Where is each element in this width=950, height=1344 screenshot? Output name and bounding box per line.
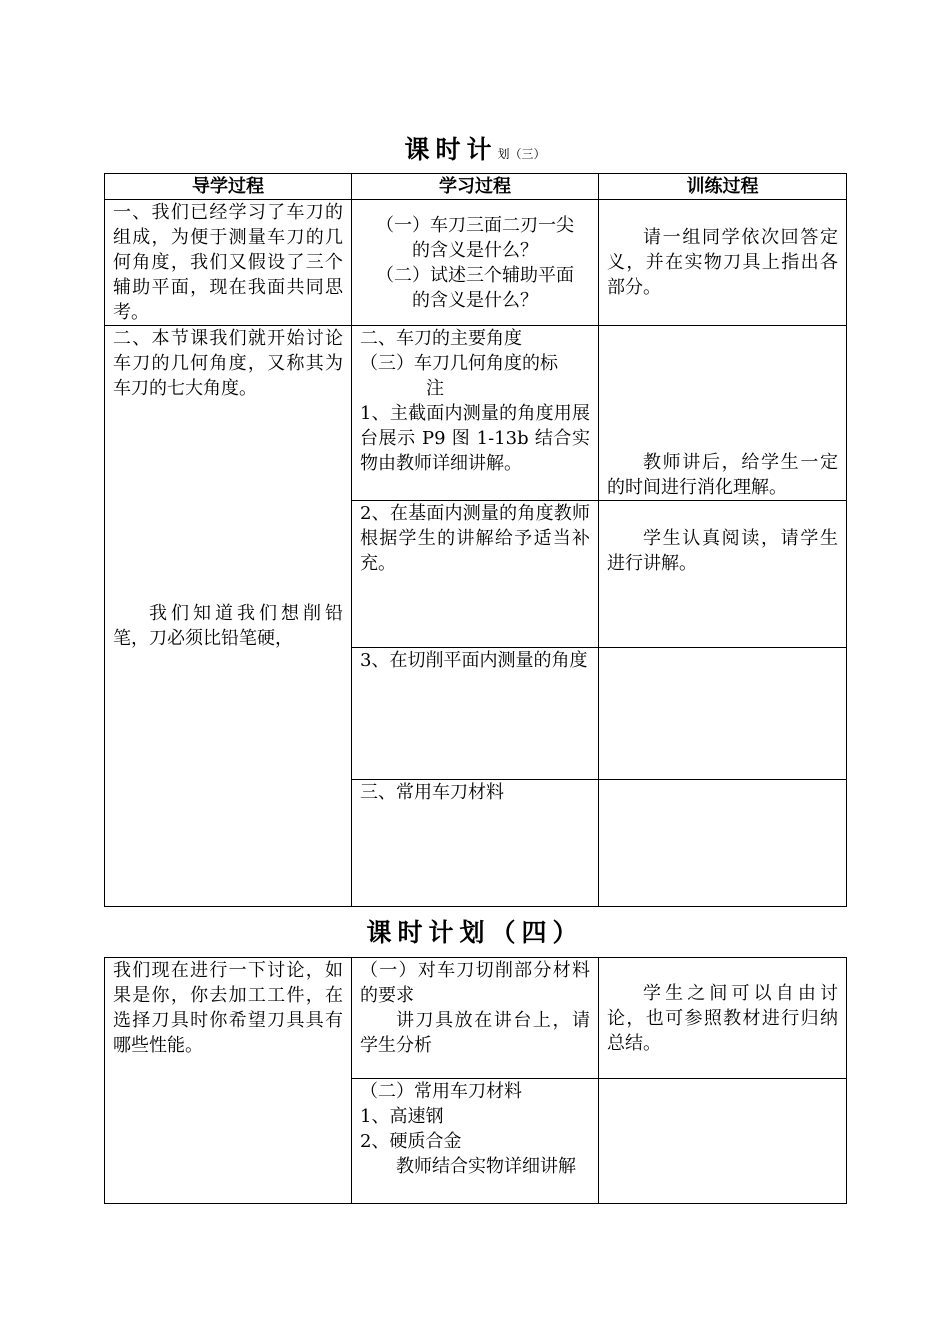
train-cell-empty [599, 648, 847, 780]
guide-cell [105, 326, 352, 907]
learn-item-1: 1、主截面内测量的角度用展台展示 P9 图 1-13b 结合实物由教师详细讲解。 [360, 403, 590, 474]
learn-cell [352, 958, 599, 1079]
train-cell [599, 958, 847, 1079]
guide-text: 一、我们已经学习了车刀的组成，为便于测量车刀的几何角度，我们又假设了三个辅助平面，现在我面共同思考。 [113, 202, 343, 323]
learn-subheading-cont: 注 [426, 378, 444, 399]
guide-cell [105, 958, 352, 1204]
learn-cell [352, 648, 599, 780]
train-cell [599, 501, 847, 648]
train-cell [599, 326, 847, 501]
header-train: 训练过程 [599, 174, 847, 200]
learn-question-1: （一）车刀三面二刃一尖 [376, 214, 574, 236]
train-cell-empty [599, 1079, 847, 1204]
train-text: 学生之间可以自由讨论，也可参照教材进行归纳总结。 [607, 982, 838, 1054]
guide-cell [105, 200, 352, 326]
learn-note: 讲刀具放在讲台上，请学生分析 [360, 1010, 590, 1056]
learn-item-2: 2、在基面内测量的角度教师根据学生的讲解给予适当补充。 [360, 503, 590, 574]
learn-cell [352, 1079, 599, 1204]
train-cell-empty [599, 780, 847, 907]
train-text: 学生认真阅读，请学生进行讲解。 [607, 528, 838, 574]
learn-item-3: 3、在切削平面内测量的角度 [360, 650, 588, 671]
plan-3-title-main: 课时计 [404, 135, 498, 164]
train-cell [599, 200, 847, 326]
learn-cell [352, 326, 599, 501]
header-guide: 导学过程 [105, 174, 352, 200]
learn-question-1-cont: 的含义是什么？ [412, 239, 538, 261]
train-text: 教师讲后，给学生一定的时间进行消化理解。 [607, 452, 838, 498]
learn-question-2-cont: 的含义是什么？ [412, 289, 538, 311]
learn-heading: 二、车刀的主要角度 [360, 328, 522, 349]
learn-question-2: （二）试述三个辅助平面 [376, 264, 574, 286]
plan-3-table [104, 173, 847, 907]
plan-3-title-suffix: 划（三） [497, 147, 546, 161]
header-learn: 学习过程 [352, 174, 599, 200]
learn-item-1: 1、高速钢 [360, 1106, 444, 1127]
learn-item-2: 2、硬质合金 [360, 1131, 462, 1152]
learn-question: （一）对车刀切削部分材料的要求 [360, 960, 590, 1006]
plan-3-title [0, 130, 950, 166]
learn-heading: （二）常用车刀材料 [360, 1081, 522, 1102]
learn-heading-materials: 三、常用车刀材料 [360, 782, 504, 803]
learn-note: 教师结合实物详细讲解 [396, 1156, 576, 1177]
guide-text-2: 我们知道我们想削铅笔，刀必须比铅笔硬， [113, 603, 343, 649]
learn-cell [352, 200, 599, 326]
guide-text: 我们现在进行一下讨论，如果是你，你去加工工件，在选择刀具时你希望刀具具有哪些性能。 [113, 960, 343, 1056]
learn-subheading: （三）车刀几何角度的标 [360, 353, 558, 374]
train-text: 请一组同学依次回答定义，并在实物刀具上指出各部分。 [607, 227, 838, 298]
learn-cell [352, 780, 599, 907]
plan-4-table [104, 957, 847, 1204]
guide-text: 二、本节课我们就开始讨论车刀的几何角度，又称其为车刀的七大角度。 [113, 328, 343, 399]
plan-4-title: 课时计划（四） [366, 918, 584, 947]
learn-cell [352, 501, 599, 648]
